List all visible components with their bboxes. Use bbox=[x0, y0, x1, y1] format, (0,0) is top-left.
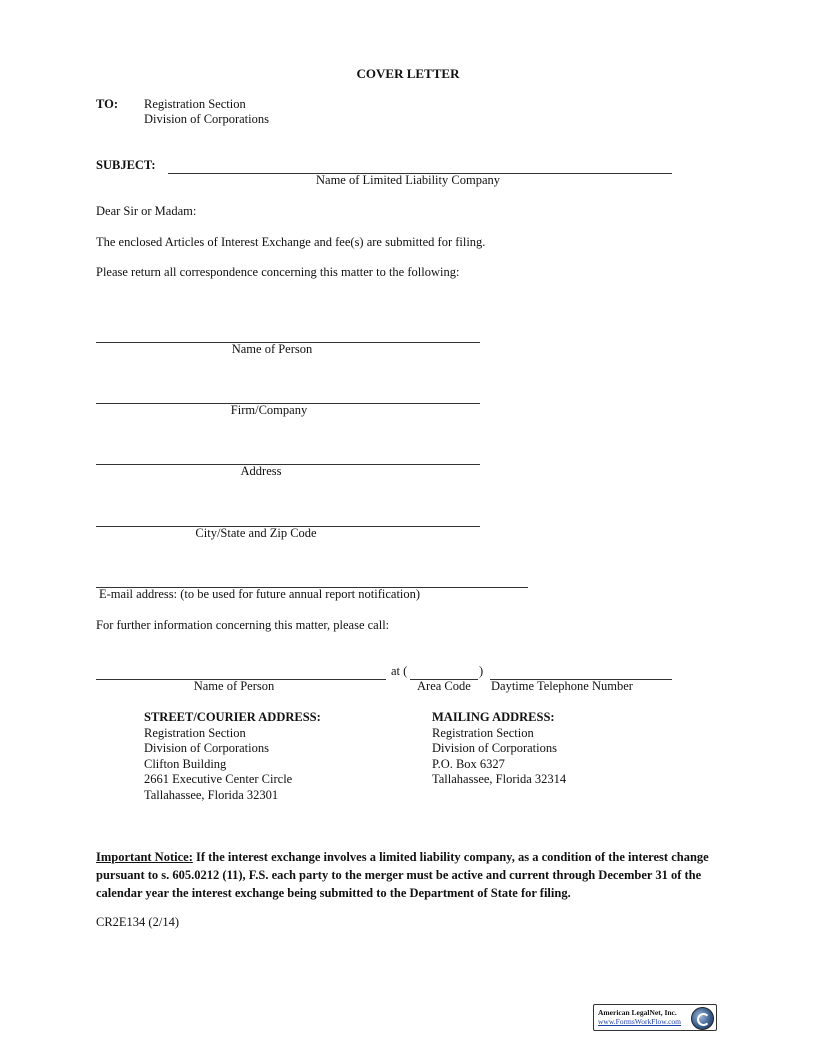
city-state-zip-caption: City/State and Zip Code bbox=[195, 526, 317, 540]
mailing-address-heading: MAILING ADDRESS: bbox=[432, 710, 555, 724]
email-caption: E-mail address: (to be used for future annual report notification) bbox=[99, 587, 421, 601]
mailing-address-line: P.O. Box 6327 bbox=[432, 756, 505, 771]
street-address-line: Division of Corporations bbox=[144, 741, 269, 755]
name-of-person-caption: Name of Person bbox=[231, 342, 313, 356]
street-address-block bbox=[144, 710, 321, 803]
mailing-address-block bbox=[432, 710, 566, 788]
street-address-line: 2661 Executive Center Circle bbox=[144, 772, 293, 786]
close-paren: ) bbox=[479, 664, 484, 678]
address-caption: Address bbox=[240, 464, 282, 478]
subject-caption: Name of Limited Liability Company bbox=[316, 173, 500, 187]
to-label: TO: bbox=[96, 97, 118, 111]
globe-logo-icon bbox=[691, 1007, 714, 1030]
street-address-line: Registration Section bbox=[144, 725, 246, 740]
to-line-2: Division of Corporations bbox=[144, 112, 269, 126]
salutation: Dear Sir or Madam: bbox=[96, 204, 197, 218]
logo-company-name: American LegalNet, Inc. bbox=[598, 1008, 677, 1017]
form-code: CR2E134 (2/14) bbox=[96, 915, 179, 929]
to-line-1: Registration Section bbox=[144, 97, 246, 111]
logo-website-link[interactable]: www.FormsWorkFlow.com bbox=[598, 1017, 682, 1026]
mailing-address-line: Tallahassee, Florida 32314 bbox=[432, 772, 567, 786]
publisher-logo bbox=[593, 1004, 717, 1031]
page-title: COVER LETTER bbox=[356, 66, 460, 81]
firm-company-caption: Firm/Company bbox=[230, 403, 308, 417]
area-code-caption: Area Code bbox=[417, 679, 471, 693]
paragraph-enclosed: The enclosed Articles of Interest Exchange and fee(s) are submitted for filing. bbox=[96, 235, 486, 249]
telephone-caption: Daytime Telephone Number bbox=[491, 679, 633, 693]
at-open-paren: at ( bbox=[391, 664, 408, 678]
mailing-address-line: Registration Section bbox=[432, 725, 534, 740]
further-info-text: For further information concerning this matter, please call: bbox=[96, 618, 390, 632]
street-address-line: Tallahassee, Florida 32301 bbox=[144, 787, 279, 802]
street-address-line: Clifton Building bbox=[144, 756, 227, 771]
mailing-address-line: Division of Corporations bbox=[432, 741, 557, 755]
paragraph-return: Please return all correspondence concerning this matter to the following: bbox=[96, 265, 460, 279]
subject-label: SUBJECT: bbox=[96, 158, 156, 172]
street-address-heading: STREET/COURIER ADDRESS: bbox=[144, 710, 321, 724]
important-notice-text: If the interest exchange involves a limited liability company, as a condition of the interest change pursuant to s. 605.0212 (11), F.S. each party to the merger must be active and current through December 31 of the calendar year the interest exchange being submitted to the Department of State for filing. bbox=[96, 850, 709, 900]
important-notice-label: Important Notice: bbox=[96, 850, 193, 864]
important-notice bbox=[96, 848, 726, 902]
contact-name-caption: Name of Person bbox=[193, 679, 275, 693]
